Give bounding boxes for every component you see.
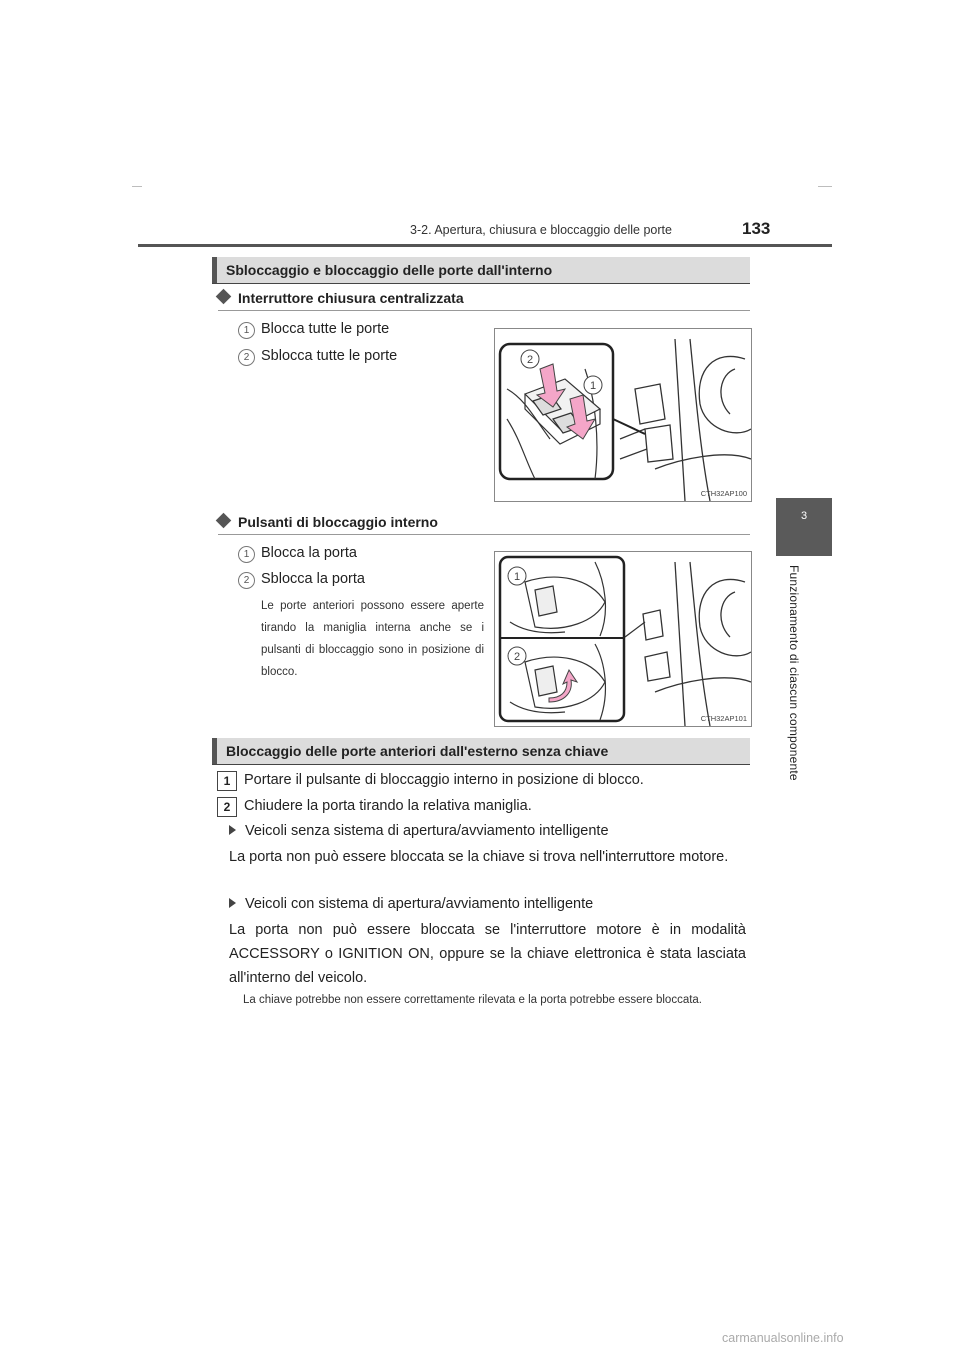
item-number-circle: 1	[238, 322, 255, 339]
page-number: 133	[742, 219, 771, 238]
case-label: Veicoli con sistema di apertura/avviamento intelligente	[245, 896, 594, 912]
central-lock-switch-illustration	[495, 329, 751, 501]
note-front-doors: Le porte anteriori possono essere aperte tirando la maniglia interna anche se i pulsanti di bloccaggio sono in posizione di blocco.	[261, 600, 484, 678]
case-without-smart-key-text: La porta non può essere bloccata se la chiave si trova nell'interruttore motore.	[229, 849, 729, 865]
step-number-box: 2	[217, 797, 237, 817]
key-detection-note: La chiave potrebbe non essere correttamente rilevata e la porta potrebbe essere bloccata.	[243, 994, 703, 1006]
callout-1: 1	[513, 571, 521, 583]
callout-2: 2	[526, 354, 534, 366]
section-header-outside	[212, 738, 750, 765]
chapter-tab	[776, 498, 832, 556]
header-rule	[138, 244, 832, 247]
item-number-circle: 2	[238, 349, 255, 366]
chapter-tab-title: Funzionamento di ciascun componente	[787, 565, 801, 781]
inside-lock-button-illustration	[495, 552, 751, 726]
case-without-smart-key	[229, 823, 609, 839]
triangle-bullet-icon	[229, 825, 236, 835]
callout-1: 1	[589, 380, 597, 392]
subsection-title-central-lock	[218, 290, 464, 306]
section-title: Bloccaggio delle porte anteriori dall'esterno senza chiave	[226, 743, 609, 759]
diamond-bullet-icon	[216, 513, 232, 529]
case-with-smart-key	[229, 896, 593, 912]
case-label: Veicoli senza sistema di apertura/avviamento intelligente	[245, 823, 609, 839]
subsection-title-text: Interruttore chiusura centralizzata	[238, 290, 464, 306]
item-unlock-all: Sblocca tutte le porte	[261, 348, 398, 364]
figure-id: CTH32AP100	[700, 489, 747, 498]
step-1-text: Portare il pulsante di bloccaggio interno in posizione di blocco.	[244, 772, 644, 788]
section-header-bar	[212, 738, 217, 764]
item-unlock-door: Sblocca la porta	[261, 571, 365, 587]
subsection-title-inside-lock	[218, 514, 438, 530]
item-number-circle: 1	[238, 546, 255, 563]
crop-mark-right	[818, 186, 832, 187]
watermark: carmanualsonline.info	[722, 1331, 844, 1345]
figure-id: CTH32AP101	[700, 714, 747, 723]
diamond-bullet-icon	[216, 289, 232, 305]
section-header-bar	[212, 257, 217, 283]
figure-inside-lock-buttons	[494, 551, 752, 727]
step-number-box: 1	[217, 771, 237, 791]
subsection-rule	[218, 310, 750, 311]
step-2-text: Chiudere la porta tirando la relativa maniglia.	[244, 798, 532, 814]
subsection-title-text: Pulsanti di bloccaggio interno	[238, 514, 438, 530]
figure-central-lock-switch	[494, 328, 752, 502]
callout-2: 2	[513, 651, 521, 663]
section-title: Sbloccaggio e bloccaggio delle porte dall'interno	[226, 262, 553, 278]
crop-mark-left	[132, 186, 142, 187]
chapter-header: 3-2. Apertura, chiusura e bloccaggio delle porte	[410, 223, 672, 237]
subsection-rule	[218, 534, 750, 535]
item-lock-door: Blocca la porta	[261, 545, 357, 561]
item-number-circle: 2	[238, 572, 255, 589]
section-header-inside	[212, 257, 750, 284]
chapter-tab-number: 3	[800, 510, 808, 522]
case-with-smart-key-text: La porta non può essere bloccata se l'interruttore motore è in modalità ACCESSORY o IGNITION ON, oppure se la chiave elettronica è stata lasciata all'interno del veicolo.	[229, 922, 746, 986]
triangle-bullet-icon	[229, 898, 236, 908]
item-lock-all: Blocca tutte le porte	[261, 321, 390, 337]
